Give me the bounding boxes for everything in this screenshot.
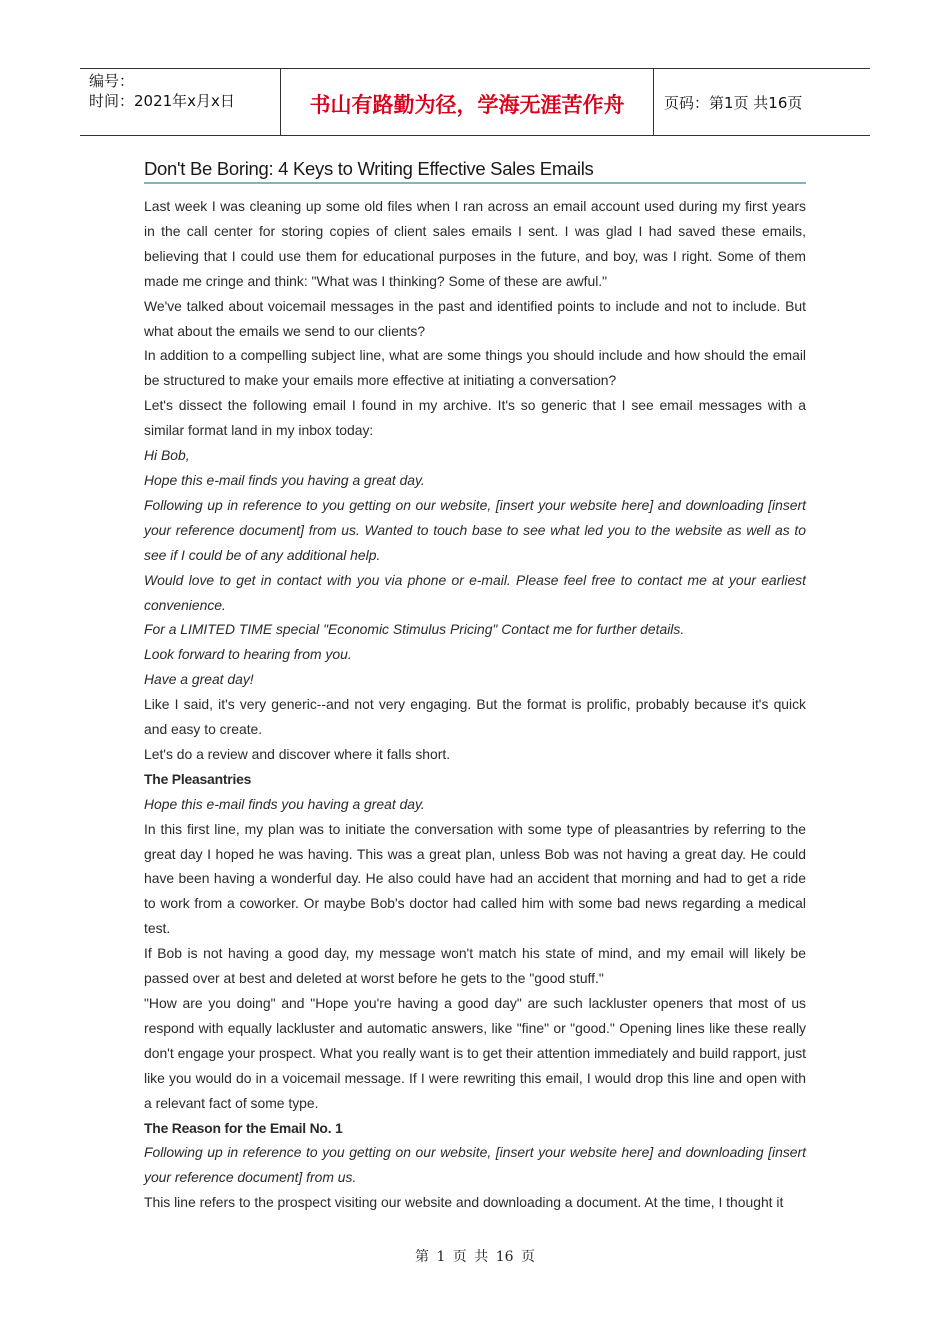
body-paragraph: We've talked about voicemail messages in the past and identified points to include and not to include. But what about the emails we send to our clients? [144, 297, 806, 339]
body-paragraph: Last week I was cleaning up some old files when I ran across an email account used during my first years in the call center for storing copies of client sales emails I sent. I was glad I had saved these emails, believing that I could use them for educational purposes in the future, and boy, was I right. Some of them made me cringe and think: "What was I thinking? Some of these are awful." [144, 198, 806, 289]
body-paragraph: This line refers to the prospect visiting our website and downloading a document. At the time, I thought it [144, 1194, 784, 1211]
document-title: Don't Be Boring: 4 Keys to Writing Effective Sales Emails [144, 158, 806, 184]
page-header [80, 68, 870, 136]
email-quote-line: Look forward to hearing from you. [144, 646, 352, 663]
serial-number-label: 编号： [89, 72, 135, 90]
email-quote-line: Following up in reference to you getting on our website, [insert your website here] and downloading [insert your reference document] from us. Wanted to touch base to see what led you to the website as well as to see if I could be of any additional help. [144, 496, 806, 563]
body-paragraph: Like I said, it's very generic--and not very engaging. But the format is prolific, probably because it's quick and easy to create. [144, 696, 806, 738]
body-paragraph: Let's dissect the following email I found in my archive. It's so generic that I see email messages with a similar format land in my inbox today: [144, 397, 806, 439]
body-paragraph: In this first line, my plan was to initiate the conversation with some type of pleasantries by referring to the great day I hoped he was having. This was a great plan, unless Bob was not having a great day. He could have been having a wonderful day. He also could have had an accident that morning and had to get a ride to work from a coworker. Or maybe Bob's doctor had called him with some bad news regarding a medical test. [144, 820, 806, 937]
body-paragraph: In addition to a compelling subject line, what are some things you should include and how should the email be structured to make your emails more effective at initiating a conversation? [144, 347, 806, 389]
header-page-info: 页码：第1页 共16页 [664, 93, 803, 112]
header-motto: 书山有路勤为径，学海无涯苦作舟 [281, 69, 654, 135]
email-quote-line: Hope this e-mail finds you having a great day. [144, 471, 425, 488]
email-quote-line: Hope this e-mail finds you having a great day. [144, 795, 425, 812]
section-heading: The Pleasantries [144, 770, 252, 787]
email-quote-line: Hi Bob, [144, 447, 190, 464]
document-body [144, 194, 806, 1215]
email-quote-line: Following up in reference to you getting on our website, [insert your website here] and downloading [insert your reference document] from us. [144, 1144, 806, 1186]
section-heading: The Reason for the Email No. 1 [144, 1119, 343, 1136]
email-quote-line: For a LIMITED TIME special "Economic Stimulus Pricing" Contact me for further details. [144, 621, 685, 638]
body-paragraph: "How are you doing" and "Hope you're having a good day" are such lackluster openers that most of us respond with equally lackluster and automatic answers, like "fine" or "good." Opening lines like these really don't engage your prospect. What you really want is to get their attention immediately and build rapport, just like you would do in a voicemail message. If I were rewriting this email, I would drop this line and open with a relevant fact of some type. [144, 995, 806, 1111]
page-footer: 第 1 页 共 16 页 [415, 1249, 535, 1265]
body-paragraph: If Bob is not having a good day, my message won't match his state of mind, and my email will likely be passed over at best and deleted at worst before he gets to the "good stuff." [144, 945, 806, 987]
date-label: 时间：2021年x月x日 [89, 92, 235, 110]
body-paragraph: Let's do a review and discover where it falls short. [144, 745, 451, 762]
email-quote-line: Would love to get in contact with you via phone or e-mail. Please feel free to contact me at your earliest convenience. [144, 571, 806, 613]
header-meta-cell [80, 69, 281, 135]
email-quote-line: Have a great day! [144, 671, 254, 688]
